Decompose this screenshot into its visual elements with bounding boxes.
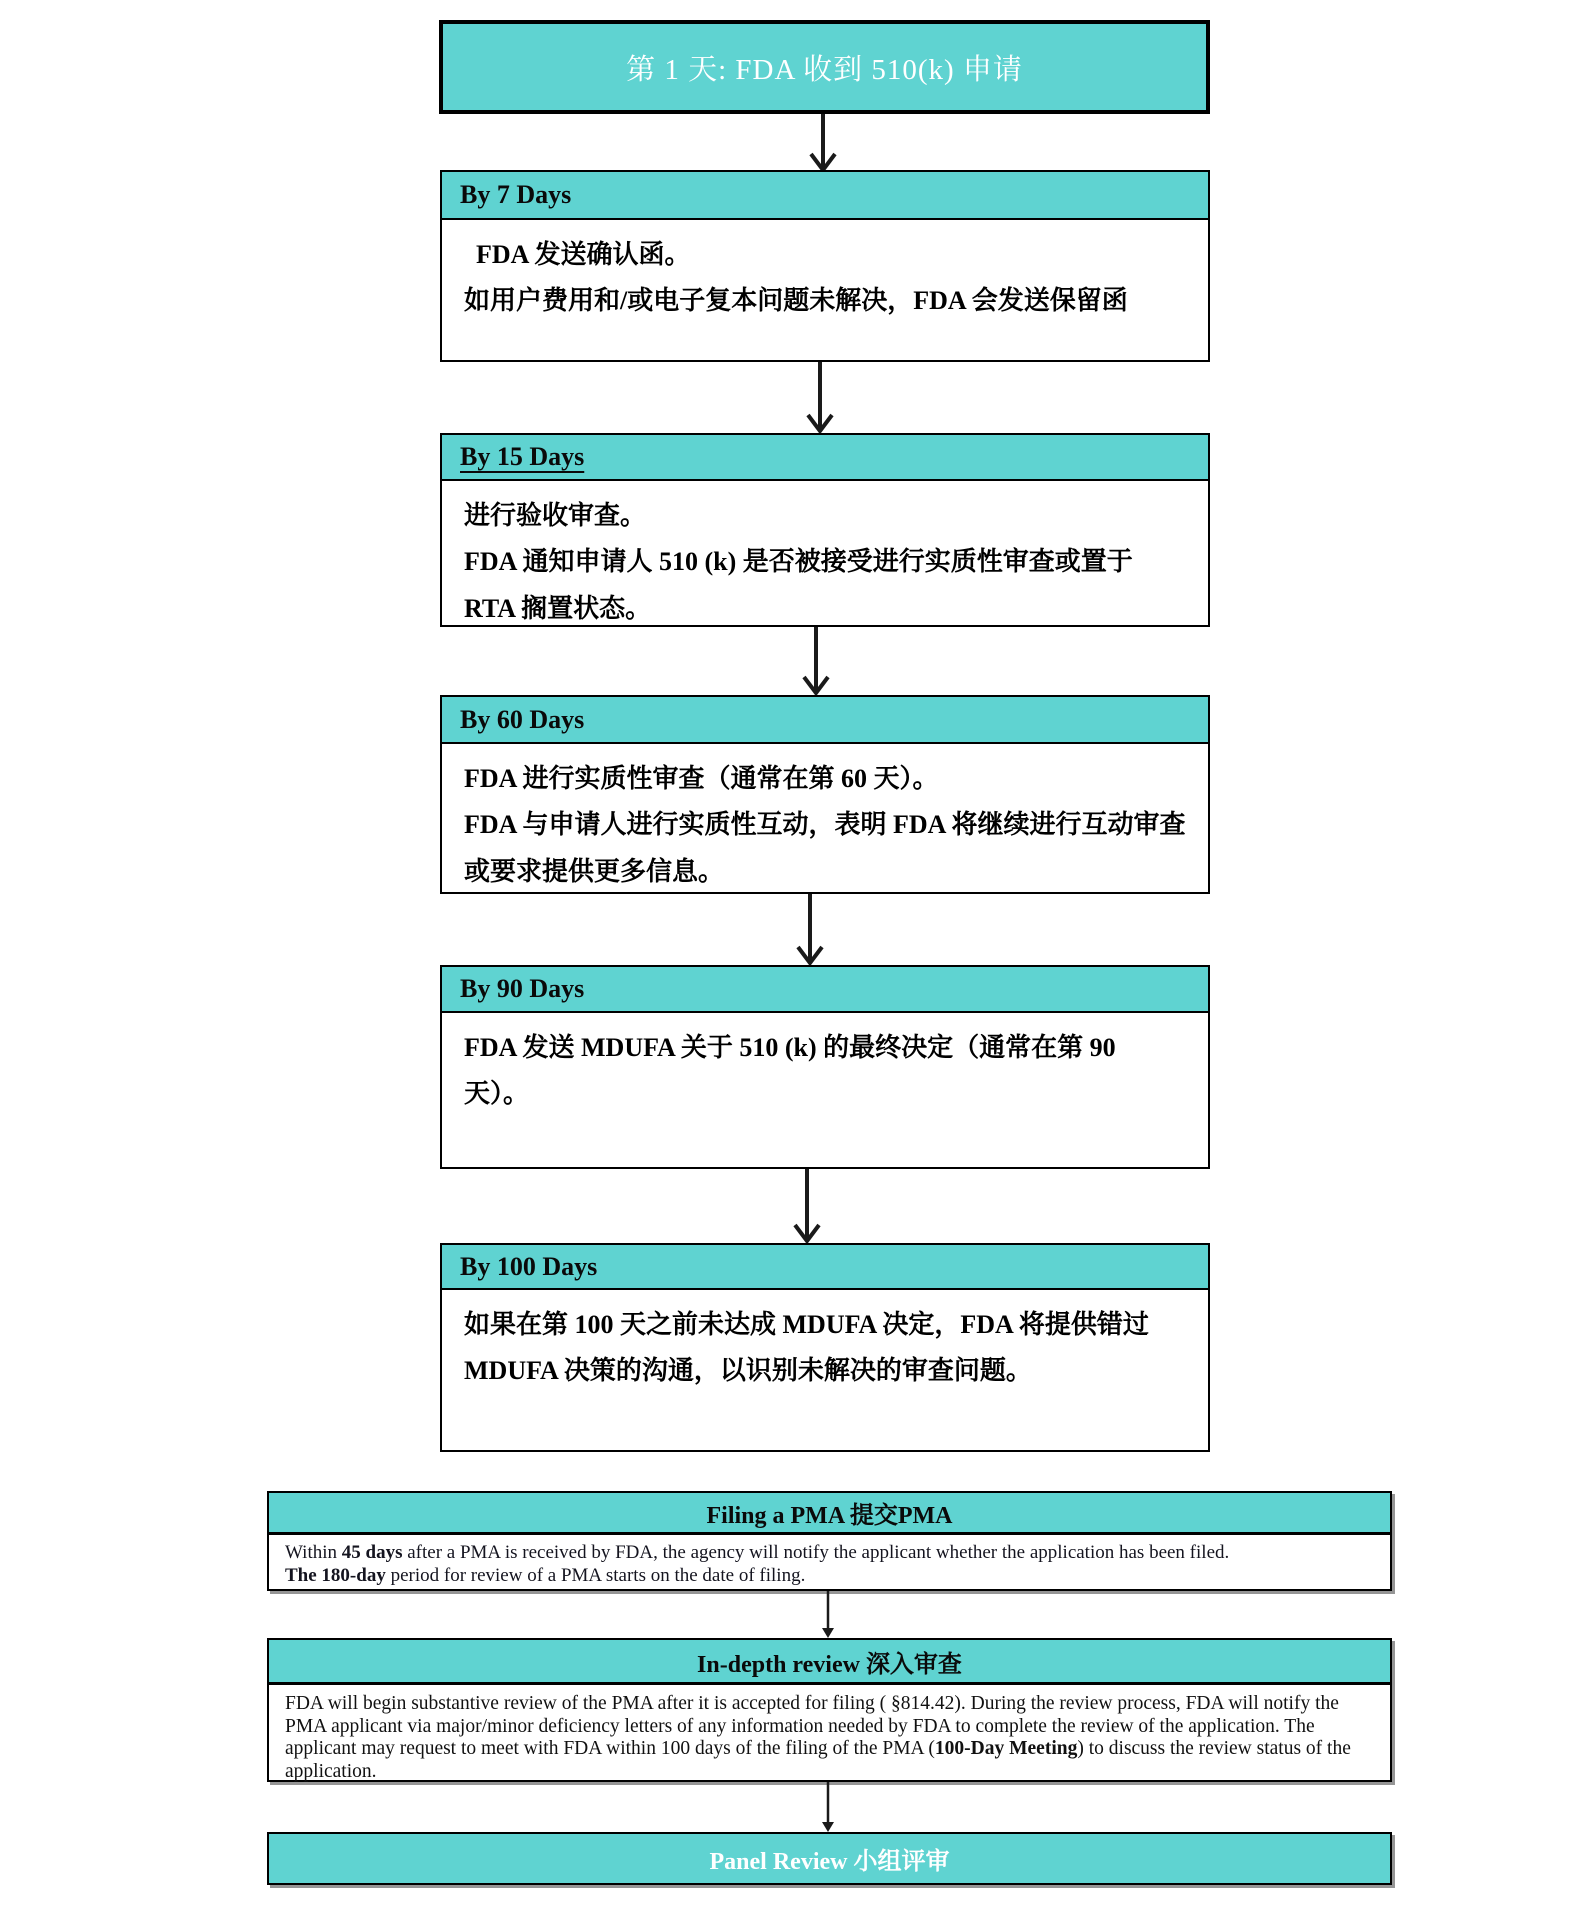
box-body xyxy=(442,1290,1208,1395)
text-run-bold: 45 days xyxy=(341,1542,403,1563)
text-run: after a PMA is received by FDA, the agency will notify the applicant whether the application has been filed. xyxy=(402,1542,1230,1563)
by-7-days-box xyxy=(440,170,1210,362)
box-header xyxy=(442,435,1208,481)
box-header-label: By 7 Days xyxy=(460,180,572,209)
box-header xyxy=(442,697,1208,744)
by-100-days-box xyxy=(440,1243,1210,1452)
box-body-line: FDA 与申请人进行实质性互动，表明 FDA 将继续进行互动审查或要求提供更多信息。 xyxy=(464,810,1186,886)
text-run: period for review of a PMA starts on the date of filing. xyxy=(385,1565,806,1586)
box-body-line: 如用户费用和/或电子复本问题未解决，FDA 会发送保留函 xyxy=(464,286,1128,316)
box-header-label: By 15 Days xyxy=(460,442,585,471)
section-body-paragraph xyxy=(285,1693,1374,1783)
box-header xyxy=(442,1245,1208,1290)
box-header-label: By 90 Days xyxy=(460,974,585,1003)
section-header-label: In-depth review 深入审查 xyxy=(697,1651,962,1678)
down-arrow-icon xyxy=(793,894,827,965)
text-run: ) to discuss the review status of the application. xyxy=(285,1738,1351,1782)
panel-review-label: Panel Review 小组评审 xyxy=(709,1849,950,1875)
section-body xyxy=(269,1685,1390,1783)
down-arrow-icon xyxy=(818,1591,838,1638)
day1-title-label: 第 1 天: FDA 收到 510(k) 申请 xyxy=(626,53,1023,86)
down-arrow-icon xyxy=(799,627,833,695)
box-header xyxy=(442,967,1208,1013)
box-body-line: 进行验收审查。 xyxy=(464,501,647,530)
by-15-days-box xyxy=(440,433,1210,627)
down-arrow-icon xyxy=(806,114,840,172)
box-body xyxy=(442,220,1208,325)
down-arrow-icon xyxy=(818,1782,838,1832)
filing-pma-box xyxy=(267,1491,1392,1591)
box-body-line: FDA 进行实质性审查（通常在第 60 天）。 xyxy=(464,764,939,793)
section-body-line xyxy=(285,1541,1374,1564)
text-run: Within xyxy=(285,1542,342,1563)
box-body xyxy=(442,481,1208,632)
day1-title-box xyxy=(439,20,1210,114)
indepth-review-box xyxy=(267,1638,1392,1782)
section-body xyxy=(269,1535,1390,1587)
section-header-label: Filing a PMA 提交PMA xyxy=(706,1503,953,1529)
box-body xyxy=(442,744,1208,895)
text-run-bold: The 180-day xyxy=(285,1565,386,1586)
box-body xyxy=(442,1013,1208,1118)
text-run-bold: 100-Day Meeting xyxy=(934,1738,1078,1759)
box-body-line: FDA 发送确认函。 xyxy=(476,240,691,269)
section-header xyxy=(269,1493,1390,1535)
box-header-label: By 60 Days xyxy=(460,704,585,734)
section-body-line xyxy=(285,1564,1374,1587)
box-header xyxy=(442,172,1208,220)
by-90-days-box xyxy=(440,965,1210,1169)
box-body-line: 如果在第 100 天之前未达成 MDUFA 决定，FDA 将提供错过 MDUFA 决策的沟通，以识别未解决的审查问题。 xyxy=(464,1310,1149,1386)
by-60-days-box xyxy=(440,695,1210,894)
section-header xyxy=(269,1640,1390,1685)
down-arrow-icon xyxy=(803,362,837,433)
box-body-line: FDA 通知申请人 510 (k) 是否被接受进行实质性审查或置于 RTA 搁置状态。 xyxy=(464,547,1133,623)
box-header-label: By 100 Days xyxy=(460,1251,598,1281)
box-body-line: FDA 发送 MDUFA 关于 510 (k) 的最终决定（通常在第 90 天）。 xyxy=(464,1033,1116,1109)
down-arrow-icon xyxy=(790,1169,824,1243)
text-run: FDA will begin substantive review of the PMA after it is accepted for filing ( §814.42). During the review process, FDA will notify the PMA applicant via major/minor deficiency letters of any information needed by FDA to complete the review of the application. The applicant may request to meet with FDA within 100 days of the filing of the PMA ( xyxy=(285,1693,1339,1759)
panel-review-box xyxy=(267,1832,1392,1885)
